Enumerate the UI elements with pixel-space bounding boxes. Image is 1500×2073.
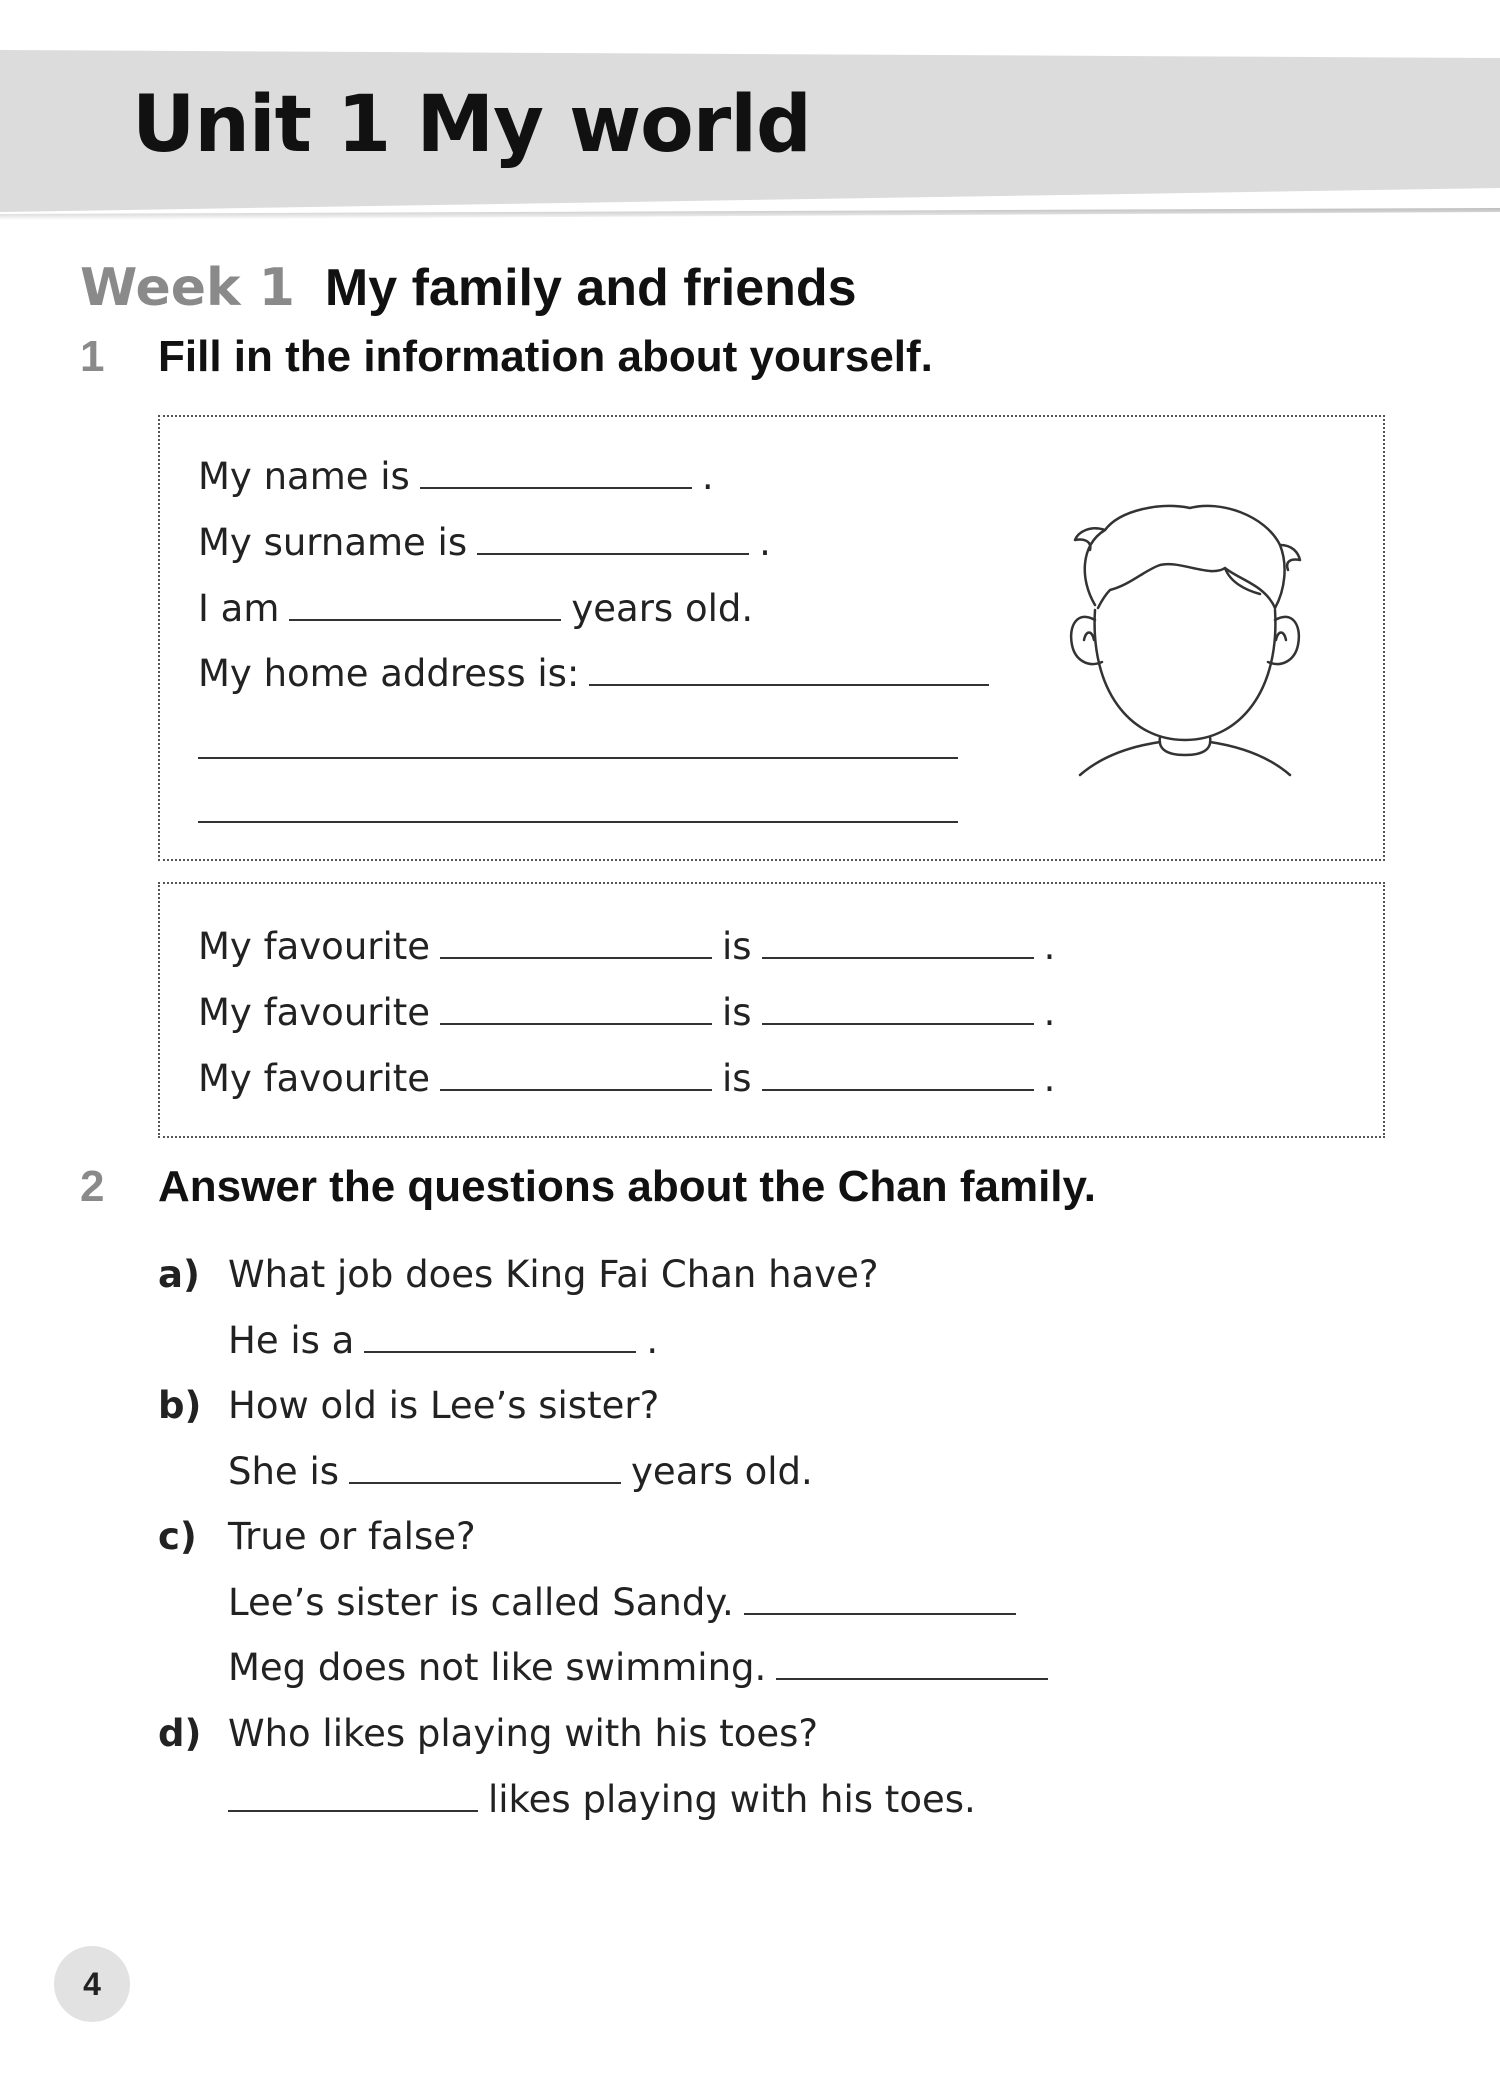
period: .: [1043, 991, 1056, 1034]
true-false-blank[interactable]: [776, 1677, 1048, 1680]
name-line: [198, 455, 714, 498]
who-blank[interactable]: [228, 1809, 478, 1812]
question-a: [158, 1253, 879, 1296]
address-blank-line-2[interactable]: [198, 757, 958, 759]
item-question: How old is Lee’s sister?: [228, 1384, 660, 1427]
favourite-prefix: My favourite: [198, 925, 431, 968]
item-label: d): [158, 1712, 202, 1755]
sister-age-blank[interactable]: [349, 1481, 621, 1484]
header-shadow: [0, 208, 1500, 220]
favourite-value-blank[interactable]: [762, 1088, 1034, 1091]
favourite-thing-blank[interactable]: [440, 1088, 712, 1091]
question-2-heading: [80, 1162, 1096, 1212]
favourite-thing-blank[interactable]: [440, 1022, 712, 1025]
age-blank[interactable]: [289, 618, 561, 621]
period: .: [1043, 925, 1056, 968]
name-blank[interactable]: [420, 486, 692, 489]
period: .: [701, 455, 714, 498]
item-label: b): [158, 1384, 202, 1427]
question-instruction: Answer the questions about the Chan family.: [158, 1162, 1096, 1211]
is-word: is: [722, 925, 752, 968]
address-line: [198, 652, 999, 695]
age-prefix: I am: [198, 587, 280, 630]
is-word: is: [722, 991, 752, 1034]
favourite-line-1: [198, 925, 1056, 968]
job-blank[interactable]: [364, 1350, 636, 1353]
statement-c1: [228, 1581, 1026, 1624]
name-prefix: My name is: [198, 455, 410, 498]
answer-suffix: .: [646, 1319, 659, 1362]
item-question: Who likes playing with his toes?: [228, 1712, 819, 1755]
answer-prefix: He is a: [228, 1319, 355, 1362]
address-blank-line-3[interactable]: [198, 821, 958, 823]
answer-suffix: likes playing with his toes.: [488, 1778, 976, 1821]
statement-c2: [228, 1646, 1058, 1689]
child-face-outline-icon: [1060, 490, 1310, 780]
question-number: 1: [80, 332, 105, 381]
answer-a: [228, 1319, 659, 1362]
question-b: [158, 1384, 660, 1427]
period: .: [1043, 1057, 1056, 1100]
page-number: 4: [54, 1946, 130, 2022]
answer-d: [228, 1778, 976, 1821]
age-line: [198, 587, 754, 630]
week-heading: [80, 258, 857, 318]
favourite-thing-blank[interactable]: [440, 956, 712, 959]
question-d: [158, 1712, 819, 1755]
answer-prefix: She is: [228, 1450, 340, 1493]
item-label: c): [158, 1515, 197, 1558]
favourite-value-blank[interactable]: [762, 956, 1034, 959]
favourite-line-3: [198, 1057, 1056, 1100]
favourite-value-blank[interactable]: [762, 1022, 1034, 1025]
address-prefix: My home address is:: [198, 652, 580, 695]
item-label: a): [158, 1253, 200, 1296]
question-1-heading: [80, 332, 933, 382]
age-suffix: years old.: [571, 587, 754, 630]
statement-text: Meg does not like swimming.: [228, 1646, 767, 1689]
question-c: [158, 1515, 476, 1558]
favourite-prefix: My favourite: [198, 991, 431, 1034]
week-title: My family and friends: [324, 259, 857, 317]
surname-line: [198, 521, 771, 564]
answer-suffix: years old.: [631, 1450, 813, 1493]
statement-text: Lee’s sister is called Sandy.: [228, 1581, 734, 1624]
item-question: What job does King Fai Chan have?: [228, 1253, 879, 1296]
true-false-blank[interactable]: [744, 1612, 1016, 1615]
address-blank[interactable]: [589, 683, 989, 686]
item-question: True or false?: [228, 1515, 476, 1558]
is-word: is: [722, 1057, 752, 1100]
surname-blank[interactable]: [477, 552, 749, 555]
surname-prefix: My surname is: [198, 521, 468, 564]
answer-b: [228, 1450, 813, 1493]
week-label: Week 1: [80, 258, 295, 318]
favourite-line-2: [198, 991, 1056, 1034]
unit-title: Unit 1 My world: [132, 80, 811, 170]
favourite-prefix: My favourite: [198, 1057, 431, 1100]
period: .: [759, 521, 771, 564]
question-instruction: Fill in the information about yourself.: [158, 332, 933, 381]
question-number: 2: [80, 1162, 105, 1211]
